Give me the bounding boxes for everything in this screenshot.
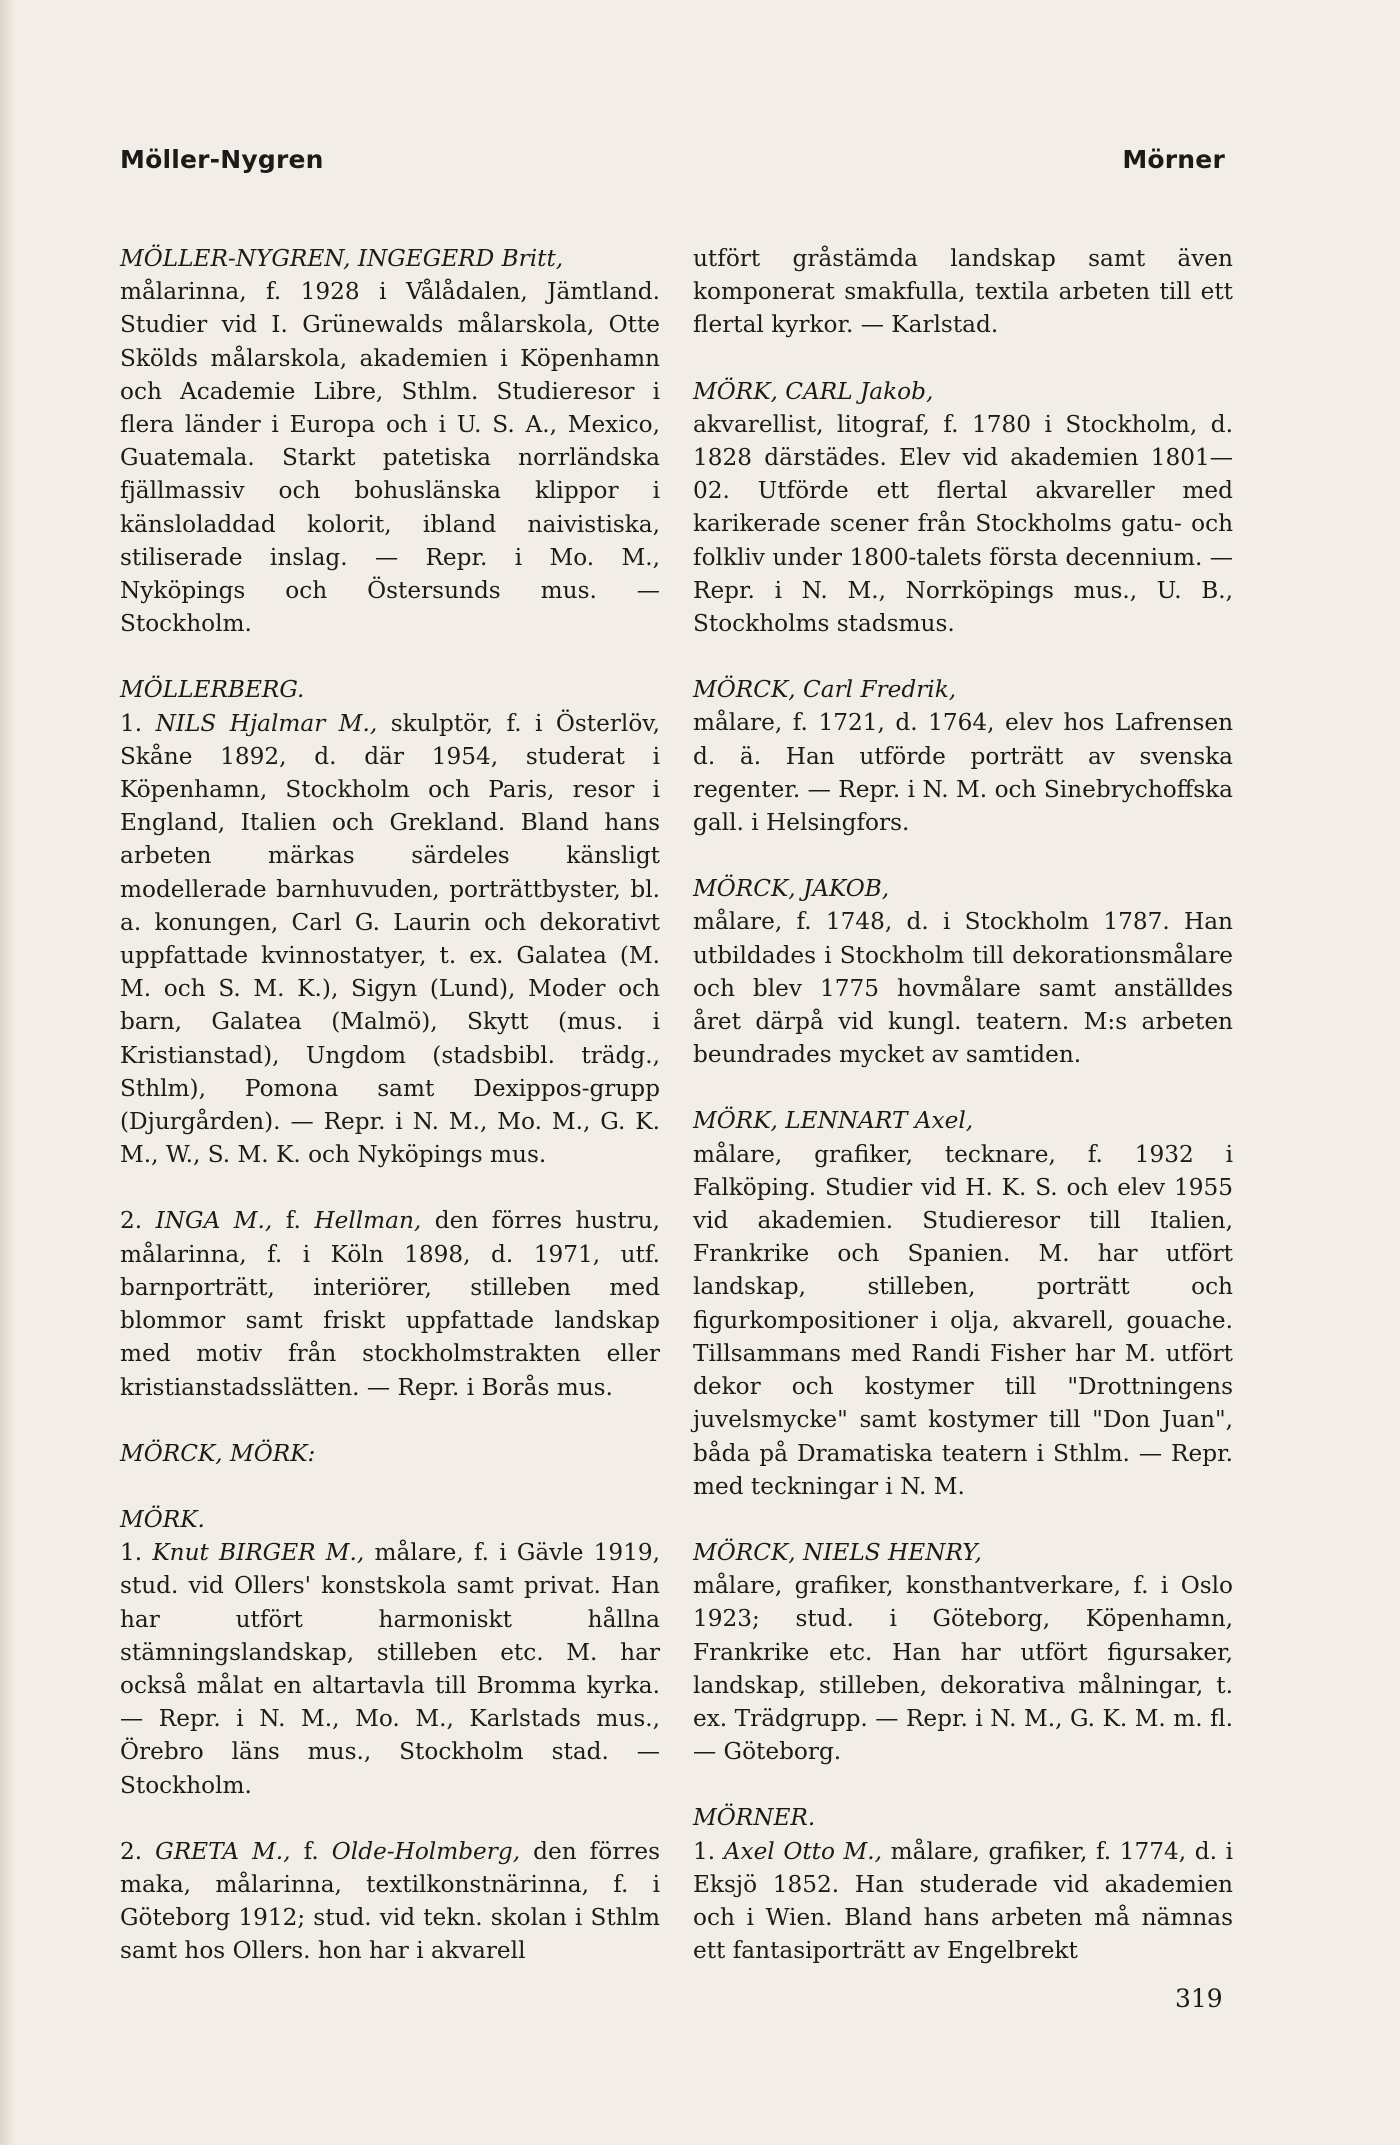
sub-entry-number: 2.	[120, 1207, 143, 1235]
sub-entry-body: målare, grafiker, f. 1774, d. i Eksjö 1852. Han studerade vid akademien och i Wien. Bland hans arbeten må nämnas ett fantasiporträtt av Engelbrekt	[693, 1837, 1233, 1965]
page-number: 319	[1175, 1984, 1223, 2013]
entry-body: akvarellist, litograf, f. 1780 i Stockholm, d. 1828 därstädes. Elev vid akademien 1801—02. Utförde ett flertal akvareller med karikerade scener från Stockholms gatu- och folkliv under 1800-talets första decennium. — Repr. i N. M., Norrköpings mus., U. B., Stockholms stadsmus.	[693, 410, 1233, 638]
sub-entry-body: skulptör, f. i Österlöv, Skåne 1892, d. där 1954, studerat i Köpenhamn, Stockholm och Paris, resor i England, Italien och Grekland. Bland hans arbeten märkas särdeles känsligt modellerade barnhuvuden, porträttbyster, bl. a. konungen, Carl G. Laurin och dekorativt uppfattade kvinnostatyer, t. ex. Galatea (M. M. och S. M. K.), Sigyn (Lund), Moder och barn, Galatea (Malmö), Skytt (mus. i Kristianstad), Ungdom (stadsbibl. trädg., Sthlm), Pomona samt Dexippos-grupp (Djurgården). — Repr. i N. M., Mo. M., G. K. M., W., S. M. K. och Nyköpings mus.	[120, 709, 661, 1169]
sub-entry-axel	[693, 1835, 1233, 1968]
sub-entry-number: 1.	[120, 1539, 143, 1567]
entry-heading: MÖRCK, MÖRK:	[120, 1439, 316, 1467]
entry-morner	[693, 1801, 1233, 1967]
page-edge-shadow	[0, 0, 16, 2145]
entry-moller-nygren	[120, 242, 660, 640]
sub-entry-name: INGA M.,	[155, 1207, 273, 1235]
sub-entry-greta	[120, 1835, 660, 1968]
entry-morck-jakob	[693, 872, 1233, 1071]
running-head	[120, 145, 1225, 174]
entry-mork-carl	[693, 375, 1233, 641]
sub-entry-name: Axel Otto M.,	[723, 1837, 883, 1865]
sub-entry-nils	[120, 707, 660, 1172]
entry-heading: MÖRK, LENNART Axel,	[693, 1107, 974, 1135]
entry-heading: MÖRNER.	[693, 1804, 816, 1832]
sub-entry-number: 2.	[120, 1837, 143, 1865]
sub-entry-inga	[120, 1204, 660, 1403]
entry-mork	[120, 1503, 660, 1968]
sub-entry-birger	[120, 1536, 660, 1802]
entry-body: målare, f. 1748, d. i Stockholm 1787. Han utbildades i Stockholm till dekorationsmålare och blev 1775 hovmålare samt anställdes året därpå vid kungl. teatern. M:s arbeten beundrades mycket av samtiden.	[693, 908, 1233, 1069]
running-head-right: Mörner	[1122, 145, 1225, 174]
entry-heading: MÖLLERBERG.	[120, 676, 305, 704]
sub-entry-name: Knut BIRGER M.,	[152, 1539, 365, 1567]
sub-entry-name: GRETA M.,	[155, 1837, 291, 1865]
entry-mork-lennart	[693, 1104, 1233, 1502]
sub-entry-number: 1.	[693, 1837, 716, 1865]
sub-entry-name: NILS Hjalmar M.,	[155, 709, 378, 737]
sub-entry-f: f.	[303, 1837, 319, 1865]
sub-entry-maiden-name: Olde-Holmberg,	[331, 1837, 521, 1865]
sub-entry-maiden-name: Hellman,	[314, 1207, 422, 1235]
left-column	[120, 242, 660, 1968]
running-head-left: Möller-Nygren	[120, 145, 324, 174]
entry-morck-niels	[693, 1536, 1233, 1768]
entry-morck-mork	[120, 1437, 660, 1470]
sub-entry-number: 1.	[120, 709, 143, 737]
entry-heading: MÖRCK, JAKOB,	[693, 875, 890, 903]
sub-entry-body: den förres hustru, målarinna, f. i Köln 1898, d. 1971, utf. barnporträtt, interiörer, stilleben med blommor samt friskt uppfattade landskap med motiv från stockholmstrakten eller kristianstadsslätten. — Repr. i Borås mus.	[120, 1207, 661, 1401]
continuation-text: utfört gråstämda landskap samt även komponerat smakfulla, textila arbeten till ett flertal kyrkor. — Karlstad.	[693, 245, 1233, 339]
entry-heading: MÖLLER-NYGREN, INGEGERD Britt,	[120, 245, 564, 272]
sub-entry-body: den förres maka, målarinna, textilkonstnärinna, f. i Göteborg 1912; stud. vid tekn. skolan i Sthlm samt hos Ollers. hon har i akvarell	[120, 1837, 660, 1965]
sub-entry-body: målare, f. i Gävle 1919, stud. vid Ollers' konstskola samt privat. Han har utfört harmoniskt hållna stämningslandskap, stilleben etc. M. har också målat en altartavla till Bromma kyrka. — Repr. i N. M., Mo. M., Karlstads mus., Örebro läns mus., Stockholm stad. — Stockholm.	[120, 1539, 660, 1799]
entry-heading: MÖRCK, Carl Fredrik,	[693, 676, 957, 704]
right-column	[693, 242, 1233, 1967]
entry-body: målare, grafiker, tecknare, f. 1932 i Falköping. Studier vid H. K. S. och elev 1955 vid akademien. Studieresor till Italien, Frankrike och Spanien. M. har utfört landskap, stilleben, porträtt och figurkompositioner i olja, akvarell, gouache. Tillsammans med Randi Fisher har M. utfört dekor och kostymer till "Drottningens juvelsmycke" samt kostymer till "Don Juan", båda på Dramatiska teatern i Sthlm. — Repr. med teckningar i N. M.	[693, 1140, 1233, 1500]
entry-morck-carl	[693, 673, 1233, 839]
entry-mollerberg	[120, 673, 660, 1403]
entry-heading: MÖRK, CARL Jakob,	[693, 377, 934, 405]
entry-heading: MÖRK.	[120, 1505, 205, 1533]
entry-body: målare, f. 1721, d. 1764, elev hos Lafrensen d. ä. Han utförde porträtt av svenska regenter. — Repr. i N. M. och Sinebrychoffska gall. i Helsingfors.	[693, 709, 1233, 837]
sub-entry-f: f.	[285, 1207, 301, 1235]
entry-heading: MÖRCK, NIELS HENRY,	[693, 1538, 982, 1566]
entry-body: målarinna, f. 1928 i Vålådalen, Jämtland. Studier vid I. Grünewalds målarskola, Otte Skölds målarskola, akademien i Köpenhamn och Academie Libre, Sthlm. Studieresor i flera länder i Europa och i U. S. A., Mexico, Guatemala. Starkt patetiska norrländska fjällmassiv och bohuslänska klippor i känsloladdad kolorit, ibland naivistiska, stiliserade inslag. — Repr. i Mo. M., Nyköpings och Östersunds mus. — Stockholm.	[120, 278, 660, 638]
entry-body: målare, grafiker, konsthantverkare, f. i Oslo 1923; stud. i Göteborg, Köpenhamn, Frankrike etc. Han har utfört figursaker, landskap, stilleben, dekorativa målningar, t. ex. Trädgrupp. — Repr. i N. M., G. K. M. m. fl. — Göteborg.	[693, 1572, 1233, 1766]
